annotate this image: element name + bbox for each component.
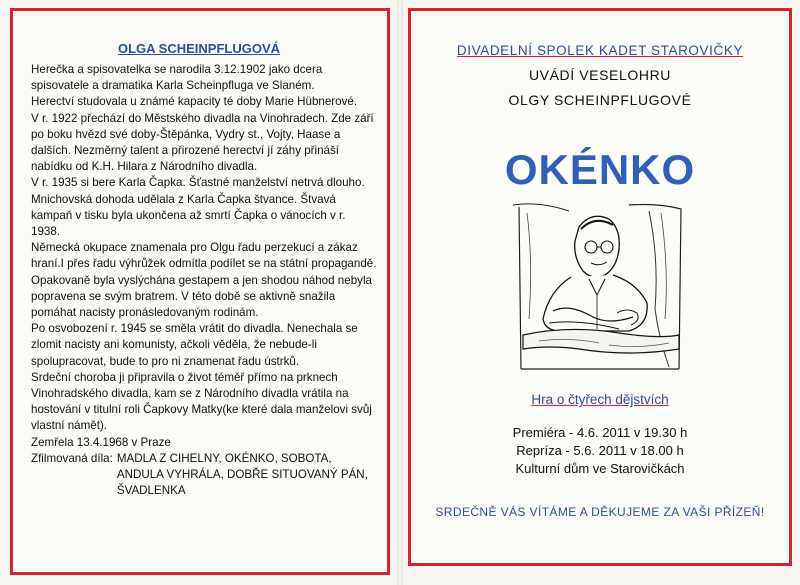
filmography-label: Zfilmovaná díla:: [31, 451, 113, 465]
man-at-window-illustration: [509, 199, 687, 379]
filmography: [31, 451, 377, 500]
presents-line: UVÁDÍ VESELOHRU: [528, 67, 672, 83]
biography-text: [31, 62, 377, 499]
bio-paragraph: Německá okupace znamenala pro Olgu řadu perzekucí a zákaz hraní.I přes řadu výhrůžek odmítla podílet se na státní propagandě. Opakovaně byla vyslýchána gestapem a jen shodou náhod nebyla popravena se svým bratrem. V této době se aktivně snažila pomáhat nacisty pronásledovaným rodinám.: [31, 241, 377, 320]
theatre-company-name: DIVADELNÍ SPOLEK KADET STAROVIČKY: [456, 43, 744, 58]
bio-paragraph: V r. 1935 si bere Karla Čapka. Šťastné manželství netrvá dlouho. Mnichovská dohoda udělala z Karla Čapka štvance. Štvavá kampaň v tisku byla ukončena až smrtí Čapka o vánocích v r. 1938.: [31, 176, 365, 239]
right-panel-poster: [408, 8, 792, 566]
repriza-date: Repríza - 5.6. 2011 v 18.00 h: [516, 443, 684, 458]
play-title: OKÉNKO: [504, 146, 696, 193]
page-fold: [397, 0, 403, 585]
premiere-date: Premiéra - 4.6. 2011 v 19.30 h: [512, 425, 688, 440]
bio-paragraph: Herectví studovala u známé kapacity té doby Marie Hübnerové.: [31, 95, 358, 109]
left-panel-biography: [10, 8, 390, 575]
closing-message: SRDEČNĚ VÁS VÍTÁME A DĚKUJEME ZA VAŠI PŘÍZEŇ!: [435, 505, 765, 519]
bio-paragraph: V r. 1922 přechází do Městského divadla na Vinohradech. Zde září po boku hvězd své doby-Štěpánka, Vydry st., Vojty, Haase a dalších. Nezměrný talent a přirozené herectví jí záhy přináší nabídku od K.H. Hilara z Národního divadla.: [31, 111, 374, 174]
performance-info: [411, 424, 789, 478]
author-line: OLGY SCHEINPFLUGOVÉ: [508, 92, 692, 108]
bio-paragraph: Po osvobození r. 1945 se směla vrátit do divadla. Nenechala se zlomit nacisty ani komunisty, ačkoli věděla, že nebude-li spolupracovat, bude to pro ni znamenat řadu ústrků.: [31, 322, 358, 368]
filmography-list: MADLA Z CIHELNY, OKÉNKO, SOBOTA, ANDULA VYHRÁLA, DOBŘE SITUOVANÝ PÁN, ŠVADLENKA: [116, 451, 368, 498]
venue: Kulturní dům ve Starovičkách: [515, 461, 685, 476]
bio-paragraph: Zemřela 13.4.1968 v Praze: [31, 435, 171, 449]
play-subtitle: Hra o čtyřech dějstvích: [531, 392, 669, 407]
biography-heading: OLGA SCHEINPFLUGOVÁ: [117, 41, 281, 56]
bio-paragraph: Srdeční choroba ji připravila o život téměř přímo na prknech Vinohradského divadla, kam se z Národního divadla vrátila na hostování v titulní roli Čapkovy Matky(ke které dala manželovi svůj vlastní námět).: [31, 370, 372, 433]
bio-paragraph: Herečka a spisovatelka se narodila 3.12.1902 jako dcera spisovatele a dramatika Karla Scheinpfluga ve Slaném.: [31, 63, 323, 93]
